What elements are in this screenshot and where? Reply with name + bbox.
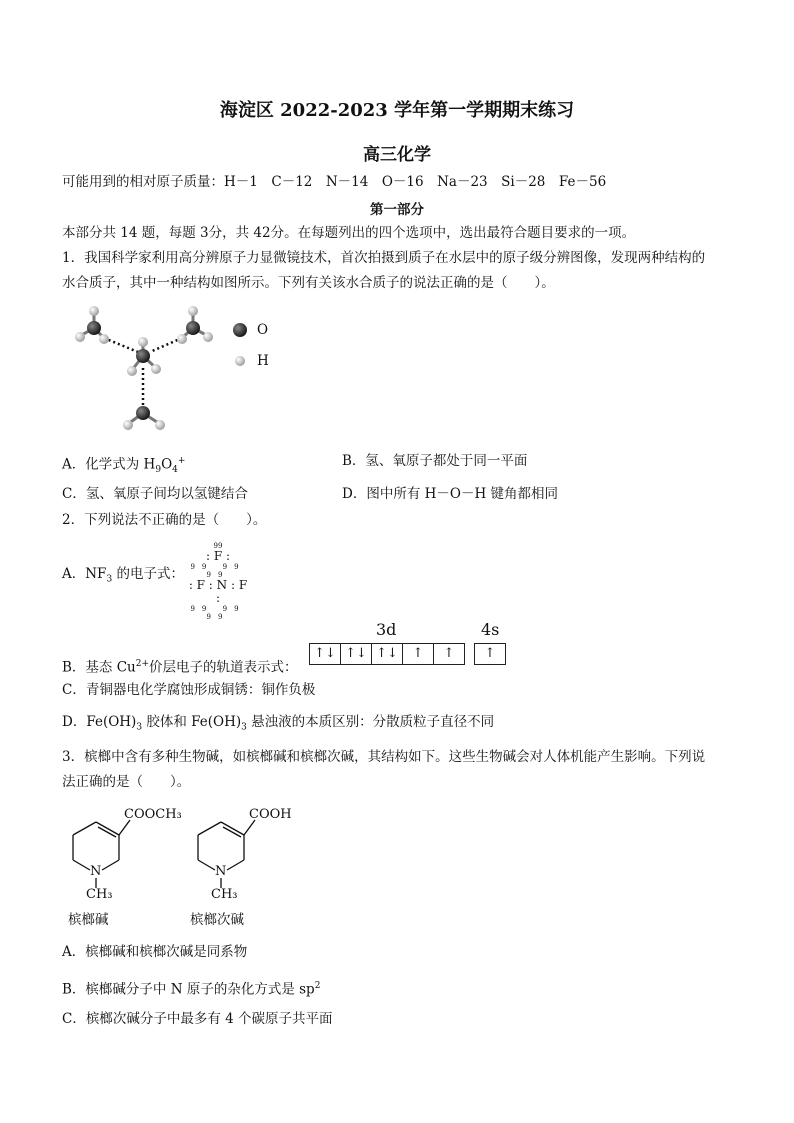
lewis-dots: 99 99 99 bbox=[190, 605, 246, 621]
atomic-masses: 可能用到的相对原子质量：H－1 C－12 N－14 O－16 Na－23 Si－28 Fe－56 bbox=[62, 174, 607, 190]
q2-option-a-sub: 3 bbox=[106, 574, 113, 585]
lewis-mid: : F : N : F : bbox=[188, 578, 248, 605]
nf3-lewis-structure bbox=[186, 542, 250, 621]
section-instructions: 本部分共 14 题，每题 3分，共 42分。在每题列出的四个选项中，选出最符合题目要求的一项。 bbox=[62, 225, 636, 241]
q2-stem: 2．下列说法不正确的是（ ）。 bbox=[62, 512, 267, 528]
q2-option-d-p1: D．Fe(OH) bbox=[62, 714, 137, 730]
q3-stem-line1: 3．槟榔中含有多种生物碱，如槟榔碱和槟榔次碱，其结构如下。这些生物碱会对人体机能产生影响。下列说 bbox=[62, 749, 706, 765]
q2-option-a-text: A．NF bbox=[62, 566, 107, 582]
arecoline-n: N bbox=[90, 864, 102, 879]
legend-hydrogen-icon bbox=[235, 356, 245, 366]
lewis-dots: 99 bbox=[213, 542, 223, 550]
q1-stem-line2: 水合质子，其中一种结构如图所示。下列有关该水合质子的说法正确的是（ ）。 bbox=[62, 275, 555, 291]
q3-option-b-sup: 2 bbox=[314, 981, 321, 991]
q2-option-c[interactable]: C．青铜器电化学腐蚀形成铜锈：铜作负极 bbox=[62, 682, 316, 698]
q3-option-b-text: B．槟榔碱分子中 N 原子的杂化方式是 sp bbox=[62, 981, 315, 998]
q1-option-a[interactable] bbox=[62, 451, 185, 480]
orbital-box: ↑ bbox=[443, 646, 455, 661]
arecoline-ring bbox=[73, 820, 130, 888]
q1-option-c[interactable]: C．氢、氧原子间均以氢键结合 bbox=[62, 486, 248, 502]
q1-option-d[interactable]: D．图中所有 H－O－H 键角都相同 bbox=[342, 486, 559, 502]
label-4s: 4s bbox=[481, 620, 500, 639]
lewis-top: : F : bbox=[205, 549, 231, 563]
arecaidine-ring bbox=[198, 820, 255, 888]
arecoline-methyl: CH₃ bbox=[86, 887, 113, 902]
label-3d: 3d bbox=[376, 620, 397, 639]
legend-o-label: O bbox=[257, 322, 269, 338]
q3-option-b[interactable] bbox=[62, 976, 320, 1000]
section-title: 第一部分 bbox=[370, 202, 424, 218]
q1-stem-line1: 1．我国科学家利用高分辨原子力显微镜技术，首次拍摄到质子在水层中的原子级分辨图像，发现两种结构的 bbox=[62, 250, 706, 266]
q1-option-a-sup: + bbox=[177, 456, 186, 466]
orbital-box: ↑ bbox=[403, 644, 434, 664]
orbital-box: ↑ bbox=[484, 646, 496, 661]
q2-option-d[interactable] bbox=[62, 712, 494, 738]
lewis-dots: 99 99 99 bbox=[190, 563, 246, 579]
page-subtitle: 高三化学 bbox=[363, 145, 431, 165]
page-title: 海淀区 2022-2023 学年第一学期期末练习 bbox=[219, 100, 575, 121]
arecaidine-methyl: CH₃ bbox=[211, 887, 238, 902]
arecaidine-acid-group: COOH bbox=[249, 807, 292, 822]
q2-option-b[interactable] bbox=[62, 654, 298, 678]
q2-option-b-suffix: 价层电子的轨道表示式： bbox=[149, 659, 298, 676]
q1-option-a-sub2: 4 bbox=[172, 465, 178, 476]
q2-option-a[interactable] bbox=[62, 564, 184, 590]
q2-option-a-suffix: 的电子式： bbox=[112, 566, 184, 582]
q1-option-a-text: A．化学式为 H bbox=[62, 456, 156, 473]
orbital-box: ↑↓ bbox=[372, 644, 403, 664]
q3-stem-line2: 法正确的是（ ）。 bbox=[62, 774, 191, 790]
q2-option-b-sup: 2+ bbox=[135, 659, 150, 669]
orbital-diagram-4s bbox=[474, 643, 506, 665]
arecoline-name: 槟榔碱 bbox=[68, 912, 109, 928]
q2-option-d-p2: 胶体和 Fe(OH) bbox=[142, 714, 242, 730]
legend-h-label: H bbox=[257, 353, 269, 369]
arecoline-ester-group: COOCH₃ bbox=[124, 807, 182, 822]
q1-option-b[interactable]: B．氢、氧原子都处于同一平面 bbox=[342, 453, 528, 469]
orbital-box: ↑↓ bbox=[310, 644, 341, 664]
q2-option-d-sub1: 3 bbox=[136, 722, 143, 733]
orbital-diagram-3d bbox=[309, 643, 465, 665]
arecaidine-name: 槟榔次碱 bbox=[190, 912, 244, 928]
q1-option-a-sub1: 9 bbox=[155, 465, 162, 476]
q3-option-c[interactable]: C．槟榔次碱分子中最多有 4 个碳原子共平面 bbox=[62, 1011, 333, 1027]
q2-option-b-text: B．基态 Cu bbox=[62, 659, 136, 676]
q3-option-a[interactable]: A．槟榔碱和槟榔次碱是同系物 bbox=[62, 944, 248, 960]
q1-option-a-mid: O bbox=[161, 456, 173, 473]
arecaidine-n: N bbox=[215, 864, 227, 879]
legend-oxygen-icon bbox=[233, 323, 247, 337]
q2-option-d-p3: 悬浊液的本质区别：分散质粒子直径不同 bbox=[246, 714, 495, 730]
orbital-box: ↑↓ bbox=[341, 644, 372, 664]
q2-option-d-sub2: 3 bbox=[241, 722, 247, 733]
